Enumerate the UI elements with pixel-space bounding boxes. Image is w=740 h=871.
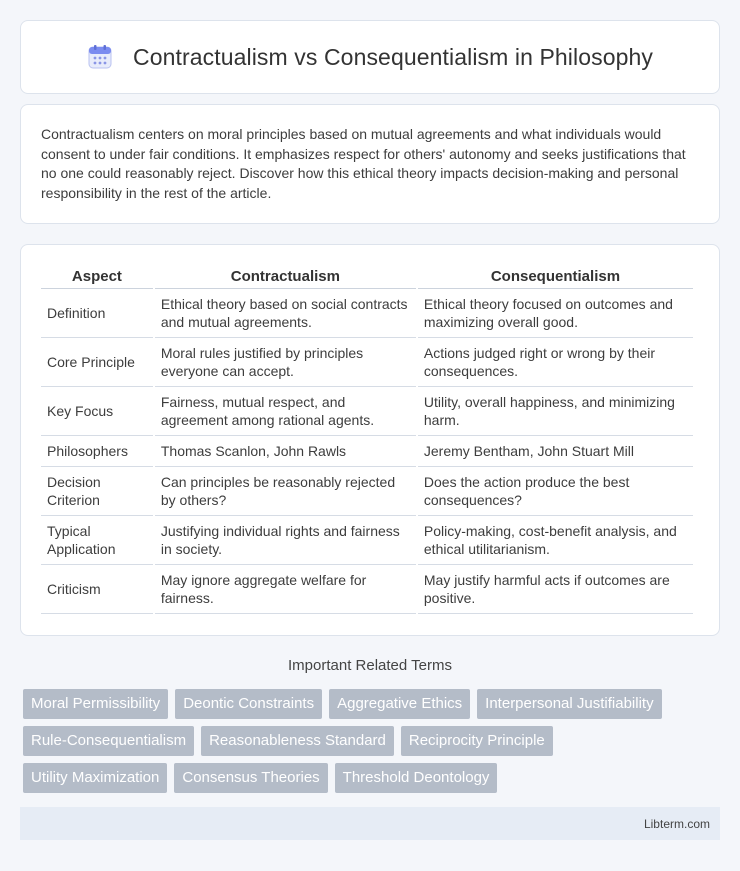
table-row xyxy=(41,289,693,338)
contractualism-cell: Fairness, mutual respect, and agreement among rational agents. xyxy=(155,387,416,436)
table-row xyxy=(41,516,693,565)
consequentialism-cell: Ethical theory focused on outcomes and maximizing overall good. xyxy=(418,289,693,338)
table-row xyxy=(41,387,693,436)
related-term-tag[interactable]: Threshold Deontology xyxy=(335,763,498,793)
calendar-icon xyxy=(87,44,113,70)
aspect-cell: Core Principle xyxy=(41,338,153,387)
title-card xyxy=(20,20,720,94)
consequentialism-cell: Jeremy Bentham, John Stuart Mill xyxy=(418,436,693,467)
related-term-tag[interactable]: Aggregative Ethics xyxy=(329,689,470,719)
related-term-tag[interactable]: Interpersonal Justifiability xyxy=(477,689,661,719)
intro-card xyxy=(20,104,720,224)
table-row xyxy=(41,436,693,467)
header-consequentialism: Consequentialism xyxy=(418,267,693,289)
table-row xyxy=(41,467,693,516)
page-title: Contractualism vs Consequentialism in Philosophy xyxy=(133,43,653,70)
consequentialism-cell: Does the action produce the best consequences? xyxy=(418,467,693,516)
tag-row xyxy=(23,726,723,756)
contractualism-cell: May ignore aggregate welfare for fairness. xyxy=(155,565,416,614)
related-term-tag[interactable]: Utility Maximization xyxy=(23,763,167,793)
related-term-tag[interactable]: Reasonableness Standard xyxy=(201,726,394,756)
aspect-cell: Decision Criterion xyxy=(41,467,153,516)
aspect-cell: Key Focus xyxy=(41,387,153,436)
intro-text: Contractualism centers on moral principles based on mutual agreements and what individuals would consent to under fair conditions. It emphasizes respect for others' autonomy and seeks justifications that no one could reasonably reject. Discover how this ethical theory impacts decision-making and personal responsibility in the rest of the article. xyxy=(41,126,686,201)
table-header-row xyxy=(41,267,693,289)
contractualism-cell: Moral rules justified by principles everyone can accept. xyxy=(155,338,416,387)
aspect-cell: Definition xyxy=(41,289,153,338)
consequentialism-cell: Utility, overall happiness, and minimizing harm. xyxy=(418,387,693,436)
related-term-tag[interactable]: Moral Permissibility xyxy=(23,689,168,719)
comparison-table xyxy=(39,267,695,614)
consequentialism-cell: May justify harmful acts if outcomes are positive. xyxy=(418,565,693,614)
aspect-cell: Typical Application xyxy=(41,516,153,565)
contractualism-cell: Thomas Scanlon, John Rawls xyxy=(155,436,416,467)
footer xyxy=(20,807,720,840)
contractualism-cell: Justifying individual rights and fairness in society. xyxy=(155,516,416,565)
related-term-tag[interactable]: Reciprocity Principle xyxy=(401,726,553,756)
related-term-tag[interactable]: Rule-Consequentialism xyxy=(23,726,194,756)
related-term-tag[interactable]: Consensus Theories xyxy=(174,763,327,793)
tag-row xyxy=(23,763,723,793)
related-terms-list xyxy=(23,689,723,800)
table-row xyxy=(41,565,693,614)
consequentialism-cell: Actions judged right or wrong by their consequences. xyxy=(418,338,693,387)
comparison-card xyxy=(20,244,720,636)
aspect-cell: Philosophers xyxy=(41,436,153,467)
table-row xyxy=(41,338,693,387)
consequentialism-cell: Policy-making, cost-benefit analysis, and ethical utilitarianism. xyxy=(418,516,693,565)
related-term-tag[interactable]: Deontic Constraints xyxy=(175,689,322,719)
header-contractualism: Contractualism xyxy=(155,267,416,289)
contractualism-cell: Can principles be reasonably rejected by others? xyxy=(155,467,416,516)
related-terms-heading: Important Related Terms xyxy=(288,657,452,674)
header-aspect: Aspect xyxy=(41,267,153,289)
tag-row xyxy=(23,689,723,719)
contractualism-cell: Ethical theory based on social contracts and mutual agreements. xyxy=(155,289,416,338)
footer-site-link[interactable]: Libterm.com xyxy=(643,816,710,831)
aspect-cell: Criticism xyxy=(41,565,153,614)
